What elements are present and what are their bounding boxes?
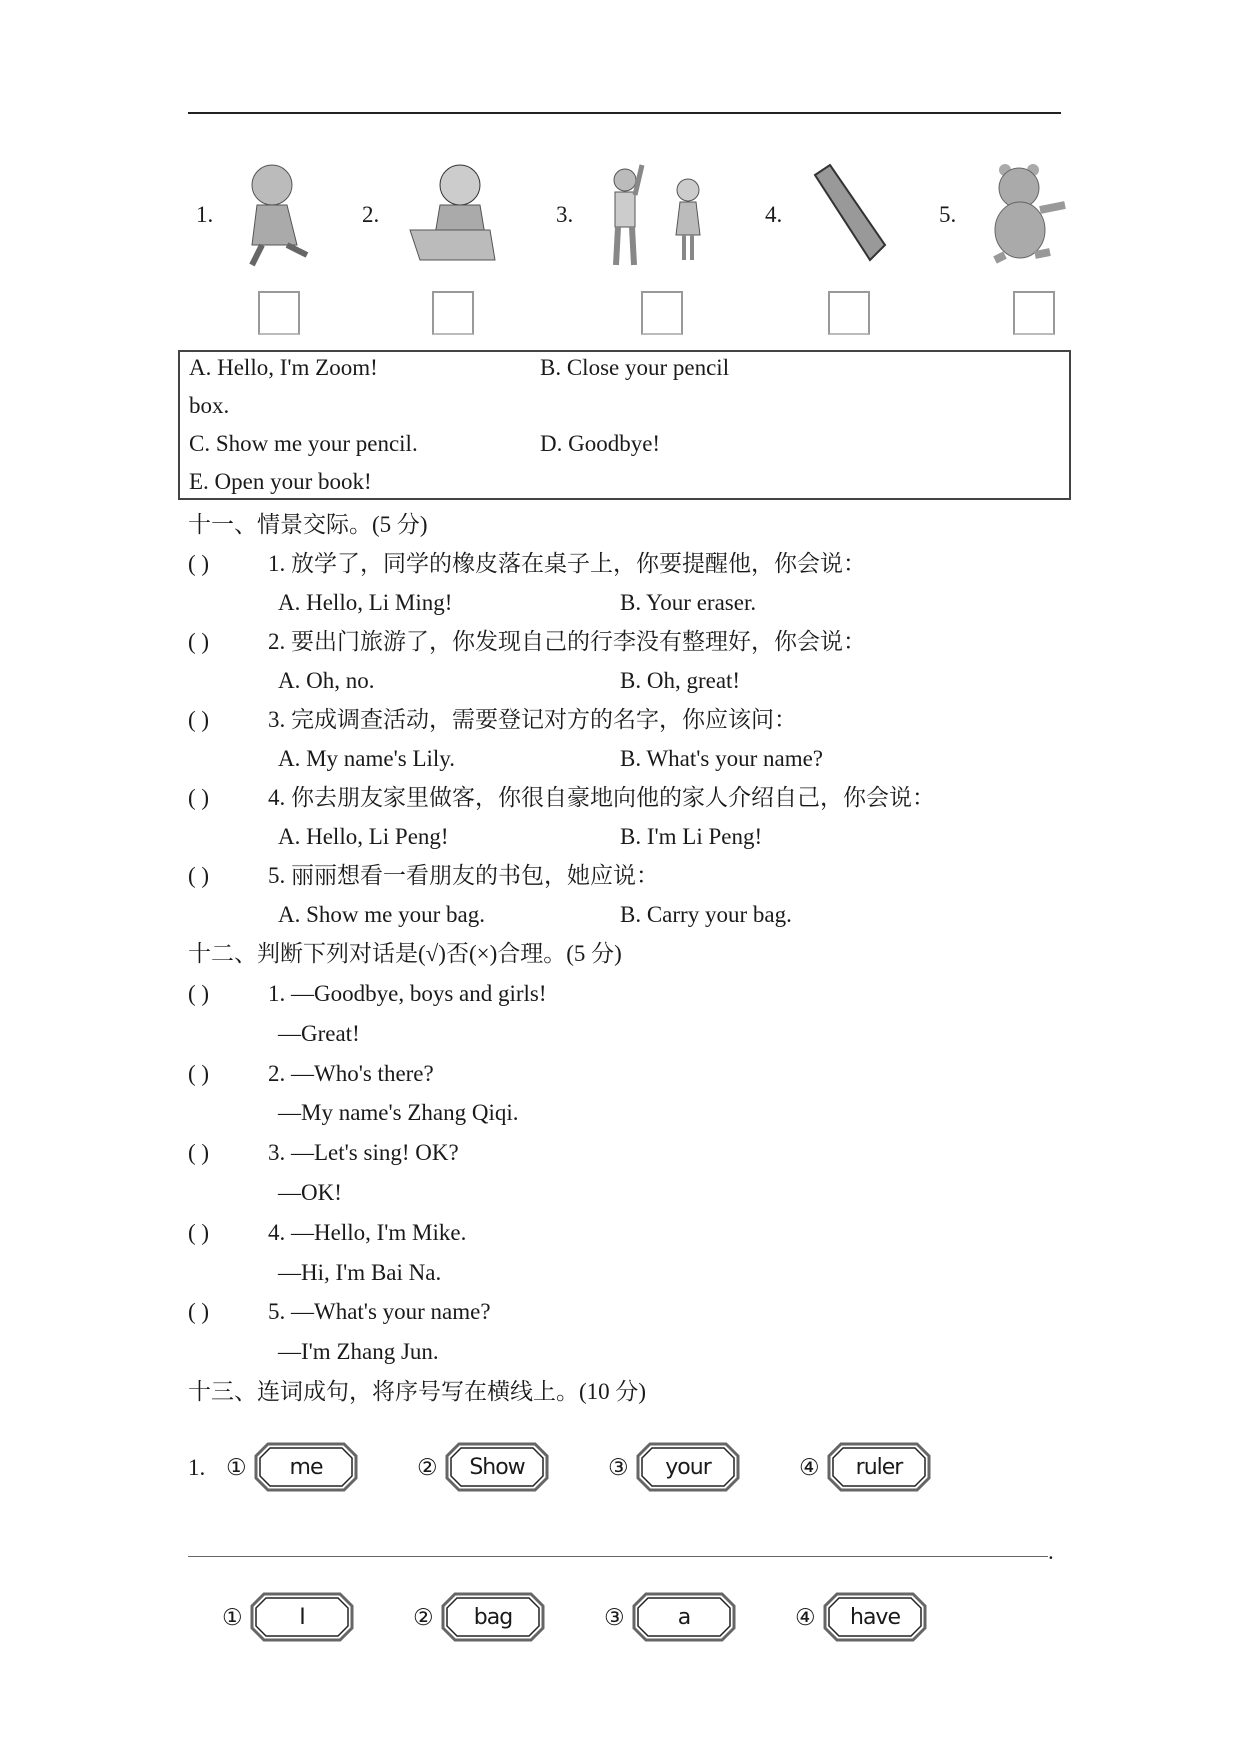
dialogue-reply: —Great! — [278, 1021, 360, 1046]
option-number: ④ — [795, 1605, 816, 1630]
picture-number: 5. — [939, 202, 957, 227]
question-text: 1. 放学了，同学的橡皮落在桌子上，你要提醒他，你会说： — [268, 551, 866, 576]
dialogue-reply: —I'm Zhang Jun. — [278, 1339, 439, 1364]
option-number: ② — [417, 1455, 438, 1480]
answer-line[interactable] — [188, 1556, 1048, 1557]
option-a: A. Hello, I'm Zoom! — [189, 355, 378, 380]
word-card-text: me — [289, 1455, 323, 1480]
answer-box[interactable] — [1013, 291, 1055, 335]
word-card-text: your — [665, 1455, 711, 1480]
dialogue-line: 4. —Hello, I'm Mike. — [268, 1220, 467, 1245]
picture-number: 4. — [765, 202, 783, 227]
section-13-heading: 十三、连词成句，将序号写在横线上。(10 分) — [188, 1379, 647, 1404]
pencil-box-picture — [800, 160, 900, 270]
question-text: 3. 完成调查活动，需要登记对方的名字，你应该问： — [268, 707, 797, 732]
girl-with-book-picture — [405, 160, 505, 270]
answer-paren[interactable]: ( ) — [188, 1061, 210, 1086]
section-11-heading: 十一、情景交际。(5 分) — [188, 512, 428, 537]
answer-paren[interactable]: ( ) — [188, 551, 210, 576]
answer-paren[interactable]: ( ) — [188, 863, 210, 888]
option-b-cont: box. — [189, 393, 230, 418]
word-card — [441, 1592, 545, 1642]
dialogue-line: 5. —What's your name? — [268, 1299, 491, 1324]
choice-a: A. Oh, no. — [278, 668, 375, 693]
answer-box[interactable] — [432, 291, 474, 335]
option-number: ① — [226, 1455, 247, 1480]
dialogue-reply: —My name's Zhang Qiqi. — [278, 1100, 519, 1125]
answer-paren[interactable]: ( ) — [188, 785, 210, 810]
choice-b: B. What's your name? — [620, 746, 824, 771]
word-card-text: a — [677, 1605, 691, 1630]
answer-box[interactable] — [828, 291, 870, 335]
bear-picture — [975, 160, 1075, 270]
boy-and-girl-picture — [600, 160, 720, 270]
choice-a: A. My name's Lily. — [278, 746, 456, 771]
option-number: ④ — [799, 1455, 820, 1480]
choice-b: B. Your eraser. — [620, 590, 757, 615]
word-card — [250, 1592, 354, 1642]
answer-paren[interactable]: ( ) — [188, 629, 210, 654]
word-card-text: have — [850, 1605, 900, 1630]
option-d: D. Goodbye! — [540, 431, 661, 456]
choice-a: A. Hello, Li Peng! — [278, 824, 449, 849]
word-card-text: bag — [473, 1605, 513, 1630]
word-card-text: I — [299, 1605, 305, 1630]
choice-b: B. I'm Li Peng! — [620, 824, 763, 849]
picture-number: 1. — [196, 202, 214, 227]
choice-b: B. Carry your bag. — [620, 902, 792, 927]
answer-paren[interactable]: ( ) — [188, 1299, 210, 1324]
answer-paren[interactable]: ( ) — [188, 1140, 210, 1165]
choice-a: A. Show me your bag. — [278, 902, 485, 927]
question-text: 5. 丽丽想看一看朋友的书包，她应说： — [268, 863, 659, 888]
choice-b: B. Oh, great! — [620, 668, 741, 693]
question-number: 1. — [188, 1455, 206, 1480]
answer-box[interactable] — [641, 291, 683, 335]
word-card — [636, 1442, 740, 1492]
girl-writing-picture — [232, 160, 332, 270]
choice-a: A. Hello, Li Ming! — [278, 590, 453, 615]
word-card — [254, 1442, 358, 1492]
answer-box[interactable] — [258, 291, 300, 335]
question-text: 4. 你去朋友家里做客，你很自豪地向他的家人介绍自己，你会说： — [268, 785, 935, 810]
header-rule — [188, 112, 1061, 114]
option-e: E. Open your book! — [189, 469, 372, 494]
option-number: ② — [413, 1605, 434, 1630]
period: . — [1048, 1539, 1054, 1564]
answer-paren[interactable]: ( ) — [188, 981, 210, 1006]
picture-number: 3. — [556, 202, 574, 227]
word-card — [445, 1442, 549, 1492]
dialogue-reply: —OK! — [278, 1180, 342, 1205]
dialogue-reply: —Hi, I'm Bai Na. — [278, 1260, 442, 1285]
option-b: B. Close your pencil — [540, 355, 730, 380]
picture-number: 2. — [362, 202, 380, 227]
option-number: ③ — [608, 1455, 629, 1480]
word-card-text: ruler — [855, 1455, 903, 1480]
question-text: 2. 要出门旅游了，你发现自己的行李没有整理好，你会说： — [268, 629, 866, 654]
word-card — [823, 1592, 927, 1642]
answer-paren[interactable]: ( ) — [188, 1220, 210, 1245]
section-12-heading: 十二、判断下列对话是(√)否(×)合理。(5 分) — [188, 941, 622, 966]
answer-paren[interactable]: ( ) — [188, 707, 210, 732]
word-card — [632, 1592, 736, 1642]
word-card-text: Show — [469, 1455, 525, 1480]
option-number: ① — [222, 1605, 243, 1630]
option-number: ③ — [604, 1605, 625, 1630]
dialogue-line: 1. —Goodbye, boys and girls! — [268, 981, 547, 1006]
dialogue-line: 2. —Who's there? — [268, 1061, 434, 1086]
option-c: C. Show me your pencil. — [189, 431, 418, 456]
word-card — [827, 1442, 931, 1492]
dialogue-line: 3. —Let's sing! OK? — [268, 1140, 459, 1165]
